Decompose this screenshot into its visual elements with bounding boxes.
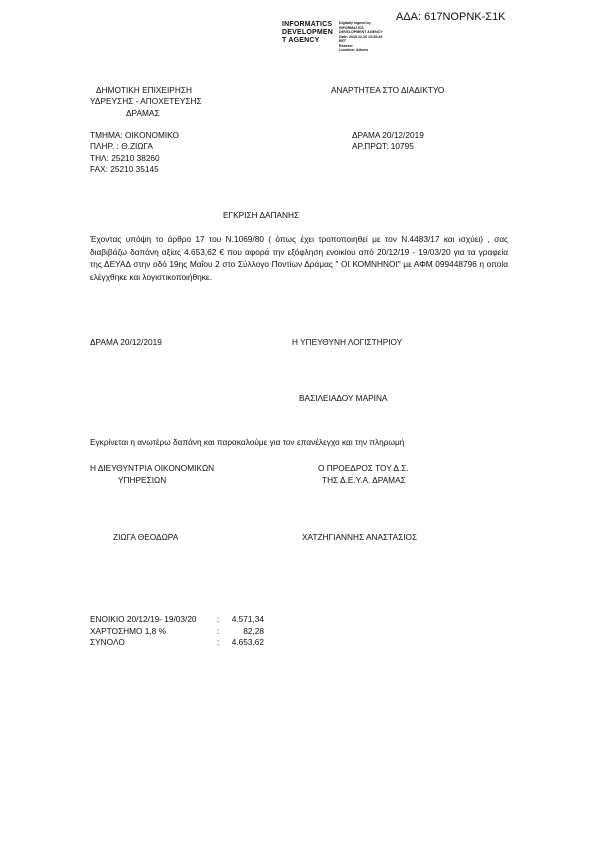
- org-name-line2: ΥΔΡΕΥΣΗΣ - ΑΠΟΧΕΤΕΥΣΗΣ: [90, 96, 202, 106]
- org-name-line3: ΔΡΑΜΑΣ: [126, 108, 160, 118]
- finance-director-role-line2: ΥΠΗΡΕΣΙΩΝ: [118, 475, 167, 485]
- stamp-detail-line: Location: Athens: [339, 48, 369, 52]
- phone: ΤΗΛ: 25210 38260: [90, 153, 160, 163]
- place-date: ΔΡΑΜΑ 20/12/2019: [352, 130, 424, 140]
- stamp-line: DEVELOPMEN: [282, 29, 334, 36]
- stamp-detail-line: Date: 2019.12.20 13:39:49: [339, 34, 383, 39]
- stamp-detail-line: EET: [339, 39, 346, 43]
- signature-date: ΔΡΑΜΑ 20/12/2019: [90, 337, 162, 347]
- stamp-line: T AGENCY: [282, 37, 320, 44]
- stamp-detail-line: DEVELOPMENT AGENCY: [339, 30, 383, 34]
- president-role-line2: ΤΗΣ Δ.Ε.Υ.Α. ΔΡΑΜΑΣ: [322, 475, 406, 485]
- totals-row-value: 82,28: [243, 626, 264, 636]
- totals-row-value: 4.571,34: [231, 614, 264, 624]
- stamp-detail-line: INFORMATICS: [339, 25, 364, 30]
- document-title: ΕΓΚΡΙΣΗ ΔΑΠΑΝΗΣ: [223, 210, 300, 220]
- president-name: ΧΑΤΖΗΓΙΑΝΝΗΣ ΑΝΑΣΤΑΣΙΟΣ: [302, 532, 418, 542]
- digital-signature-stamp: [282, 21, 333, 45]
- totals-row-label: ΣΥΝΟΛΟ: [90, 637, 125, 647]
- fax: FAX: 25210 35145: [90, 164, 159, 174]
- ada-number: ΑΔΑ: 617ΝΟΡΝΚ-Σ1Κ: [396, 11, 506, 23]
- org-name-line1: ΔΗΜΟΤΙΚΗ ΕΠΙΧΕΙΡΗΣΗ: [96, 85, 192, 95]
- protocol-number: ΑΡ.ΠΡΩΤ: 10795: [352, 141, 414, 151]
- department: ΤΜΗΜΑ: ΟΙΚΟΝΟΜΙΚΟ: [90, 130, 179, 140]
- stamp-line: INFORMATICS: [282, 21, 333, 28]
- approval-text: Εγκρίνεται η ανωτέρω δαπάνη και παρακαλούμε για τον επανέλεγχο και την πληρωμή: [90, 437, 405, 447]
- finance-director-name: ΖΙΩΓΑ ΘΕΟΔΩΡΑ: [113, 532, 179, 542]
- stamp-detail-line: Digitally signed by: [339, 21, 371, 25]
- publish-notice: ΑΝΑΡΤΗΤΕΑ ΣΤΟ ΔΙΑΔΙΚΤΥΟ: [331, 85, 445, 95]
- totals-row-sep: :: [217, 637, 220, 647]
- stamp-detail-line: Reason:: [339, 43, 354, 48]
- contact-person: ΠΛΗΡ. : Θ.ΖΙΩΓΑ: [90, 141, 153, 151]
- accountant-role: Η ΥΠΕΥΘΥΝΗ ΛΟΓΙΣΤΗΡΙΟΥ: [292, 337, 403, 347]
- stamp-details: [339, 21, 383, 53]
- totals-row-sep: :: [217, 626, 220, 636]
- accountant-name: ΒΑΣΙΛΕΙΑΔΟΥ ΜΑΡΙΝΑ: [299, 393, 388, 403]
- president-role-line1: Ο ΠΡΟΕΔΡΟΣ ΤΟΥ Δ.Σ.: [318, 463, 409, 473]
- totals-row-label: ΧΑΡΤΟΣΗΜΟ 1,8 %: [90, 626, 166, 636]
- totals-row-value: 4.653,62: [231, 637, 264, 647]
- finance-director-role-line1: Η ΔΙΕΥΘΥΝΤΡΙΑ ΟΙΚΟΝΟΜΙΚΩΝ: [90, 463, 215, 473]
- totals-row-sep: :: [217, 614, 220, 624]
- body-paragraph: Έχοντας υπόψη το άρθρο 17 του Ν.1069/80 ( όπως έχει τροποποιηθεί με τον Ν.4483/17 και ισχύει) , σας διαβιβάζω δαπάνη αξίας 4.653,62 € που αφορά την εξόφληση ενοικίου από 20/12/19 - 19/03/20 για τα γραφεία της ΔΕΥΑΔ στην οδό 19ης Μαΐου 2 στο Σύλλογο Ποντίων Δράμας " ΟΙ ΚΟΜΝΗΝΟΙ" με ΑΦΜ 099448796 η οποία ελέγχθηκε και λογιστικοποιήθηκε.: [90, 234, 508, 282]
- totals-row-label: ΕΝΟΙΚΙΟ 20/12/19- 19/03/20: [90, 614, 197, 624]
